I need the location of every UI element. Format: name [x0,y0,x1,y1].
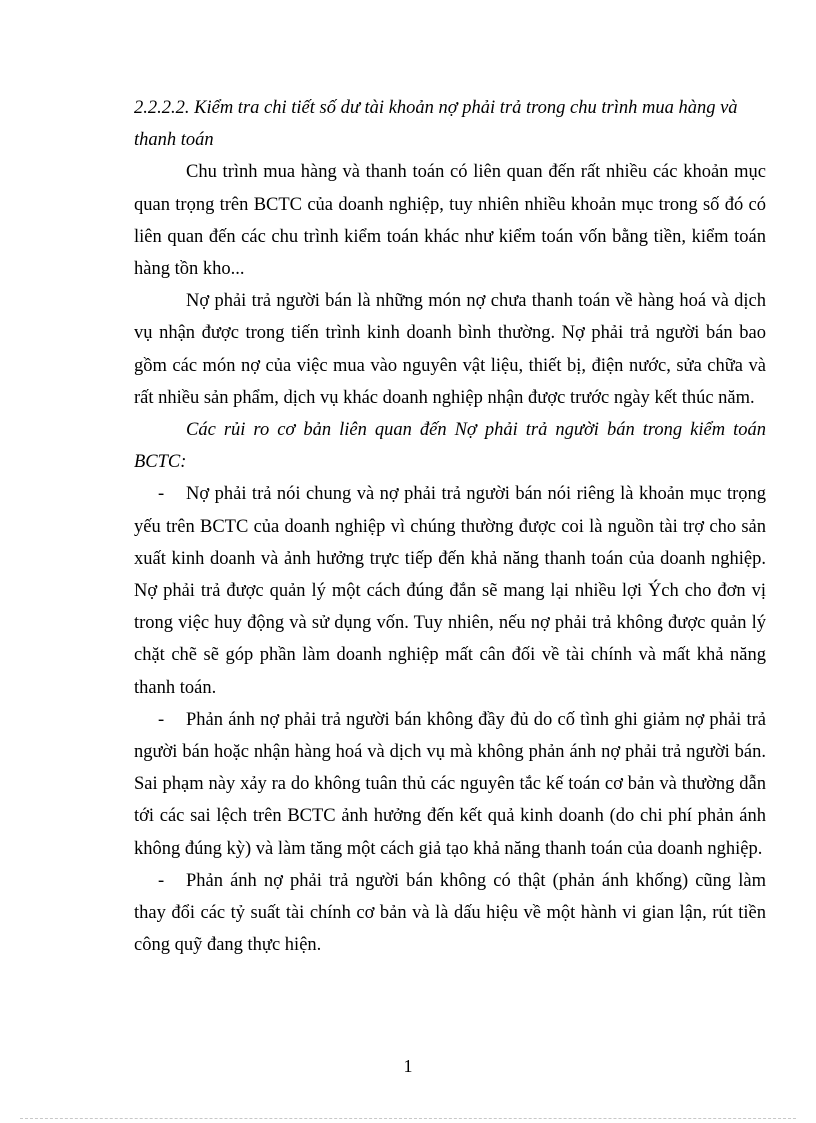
page-bottom-divider [20,1118,796,1119]
paragraph-cycle-overview: Chu trình mua hàng và thanh toán có liên quan đến rất nhiều các khoản mục quan trọng trên BCTC của doanh nghiệp, tuy nhiên nhiều khoản mục trong số đó có liên quan đến các chu trình kiểm toán khác như kiểm toán vốn bằng tiền, kiểm toán hàng tồn kho... [134,162,766,280]
bullet-text: Phản ánh nợ phải trả người bán không đầy đủ do cố tình ghi giảm nợ phải trả người bán hoặc nhận hàng hoá và dịch vụ mà không phản ánh nợ phải trả người bán. Sai phạm này xảy ra do không tuân thủ các nguyên tắc kế toán cơ bản và thường dẫn tới các sai lệch trên BCTC ảnh hưởng đến kết quả kinh doanh (do chi phí phản ánh không đúng kỳ) và làm tăng một cách giả tạo khả năng thanh toán của doanh nghiệp. [134,709,766,859]
bullet-marker: - [158,709,165,730]
bullet-item [134,704,766,865]
bullet-item [134,865,766,962]
bullet-text: Phản ánh nợ phải trả người bán không có thật (phản ánh khống) cũng làm thay đổi các tỷ suất tài chính cơ bản và là dấu hiệu về một hành vi gian lận, rút tiền công quỹ đang thực hiện. [134,870,766,956]
document-body [134,92,766,961]
bullet-text: Nợ phải trả nói chung và nợ phải trả người bán nói riêng là khoản mục trọng yếu trên BCTC của doanh nghiệp vì chúng thường được coi là nguồn tài trợ cho sản xuất kinh doanh và ảnh hưởng trực tiếp đến khả năng thanh toán của doanh nghiệp. Nợ phải trả được quản lý một cách đúng đắn sẽ mang lại nhiều lợi Ých cho đơn vị trong việc huy động và sử dụng vốn. Tuy nhiên, nếu nợ phải trả không được quản lý chặt chẽ sẽ góp phần làm doanh nghiệp mất cân đối về tài chính và mất khả năng thanh toán. [134,484,766,698]
bullet-item [134,478,766,703]
page-number: 1 [403,1056,413,1076]
paragraph-accounts-payable-definition: Nợ phải trả người bán là những món nợ chưa thanh toán về hàng hoá và dịch vụ nhận được trong tiến trình kinh doanh bình thường. Nợ phải trả người bán bao gồm các món nợ của việc mua vào nguyên vật liệu, thiết bị, điện nước, sửa chữa và rất nhiều sản phẩm, dịch vụ khác doanh nghiệp nhận được trước ngày kết thúc năm. [134,291,766,408]
risk-intro: Các rủi ro cơ bản liên quan đến Nợ phải trả người bán trong kiểm toán BCTC: [134,420,766,473]
bullet-marker: - [158,484,165,505]
section-heading: 2.2.2.2. Kiểm tra chi tiết số dư tài khoản nợ phải trả trong chu trình mua hàng và thanh toán [134,98,738,151]
bullet-marker: - [158,870,165,891]
